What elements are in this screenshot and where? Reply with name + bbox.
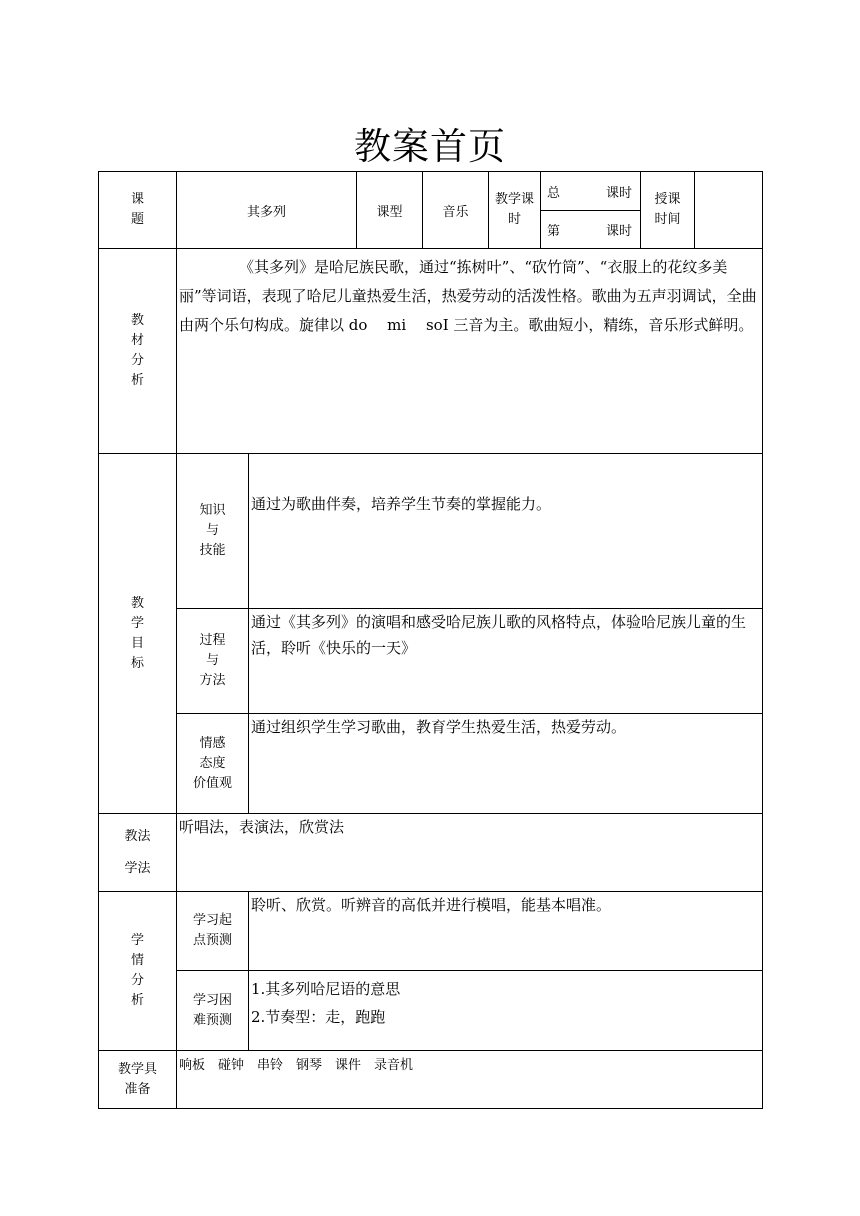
tools-text: 响板 碰钟 串铃 钢琴 课件 录音机 xyxy=(177,1051,763,1109)
difficulty-text xyxy=(249,971,763,1051)
nth-hour: 第 课时 xyxy=(541,210,640,248)
hours-label: 教学课 时 xyxy=(489,172,541,249)
hours-cells xyxy=(541,172,641,249)
process-label: 过程 与 方法 xyxy=(177,609,249,714)
start-text: 聆听、欣赏。听辨音的高低并进行模唱，能基本唱准。 xyxy=(249,892,763,971)
topic-label: 课 题 xyxy=(99,172,177,249)
type-label: 课型 xyxy=(357,172,423,249)
material-text: 《其多列》是哈尼族民歌，通过“拣树叶”、“砍竹筒”、“衣服上的花纹多美丽”等词语，表现了哈尼儿童热爱生活，热爱劳动的活泼性格。歌曲为五声羽调试，全曲由两个乐句构成。旋律以 do mi soI 三音为主。歌曲短小，精练，音乐形式鲜明。 xyxy=(177,249,763,454)
tools-row xyxy=(99,1051,763,1109)
process-text: 通过《其多列》的演唱和感受哈尼族儿歌的风格特点，体验哈尼族儿童的生活，聆听《快乐的一天》 xyxy=(249,609,763,714)
goals-label: 教 学 目 标 xyxy=(99,454,177,814)
methods-text: 听唱法，表演法，欣赏法 xyxy=(177,814,763,892)
page-title: 教案首页 xyxy=(354,125,506,168)
teaching-time-label: 授课 时间 xyxy=(641,172,695,249)
emotion-text: 通过组织学生学习歌曲，教育学生热爱生活，热爱劳动。 xyxy=(249,714,763,814)
total-hours: 总 课时 xyxy=(547,185,633,201)
tools-label: 教学具 准备 xyxy=(99,1051,177,1109)
topic-value: 其多列 xyxy=(177,172,357,249)
methods-label: 教法 学法 xyxy=(99,814,177,892)
methods-row xyxy=(99,814,763,892)
material-label: 教 材 分 析 xyxy=(99,249,177,454)
type-value: 音乐 xyxy=(423,172,489,249)
lesson-plan-table xyxy=(98,171,763,1109)
process-row xyxy=(99,609,763,714)
material-row xyxy=(99,249,763,454)
difficulty-label: 学习困 难预测 xyxy=(177,971,249,1051)
emotion-row xyxy=(99,714,763,814)
difficulty-item: 2.节奏型：走，跑跑 xyxy=(251,1008,386,1026)
knowledge-row xyxy=(99,454,763,609)
teaching-time-value xyxy=(695,172,763,249)
difficulty-item: 1.其多列哈尼语的意思 xyxy=(251,980,401,998)
knowledge-label: 知识 与 技能 xyxy=(177,454,249,609)
start-row xyxy=(99,892,763,971)
knowledge-text: 通过为歌曲伴奏，培养学生节奏的掌握能力。 xyxy=(249,454,763,609)
analysis-label: 学 情 分 析 xyxy=(99,892,177,1051)
start-label: 学习起 点预测 xyxy=(177,892,249,971)
header-row xyxy=(99,172,763,249)
difficulty-row xyxy=(99,971,763,1051)
emotion-label: 情感 态度 价值观 xyxy=(177,714,249,814)
